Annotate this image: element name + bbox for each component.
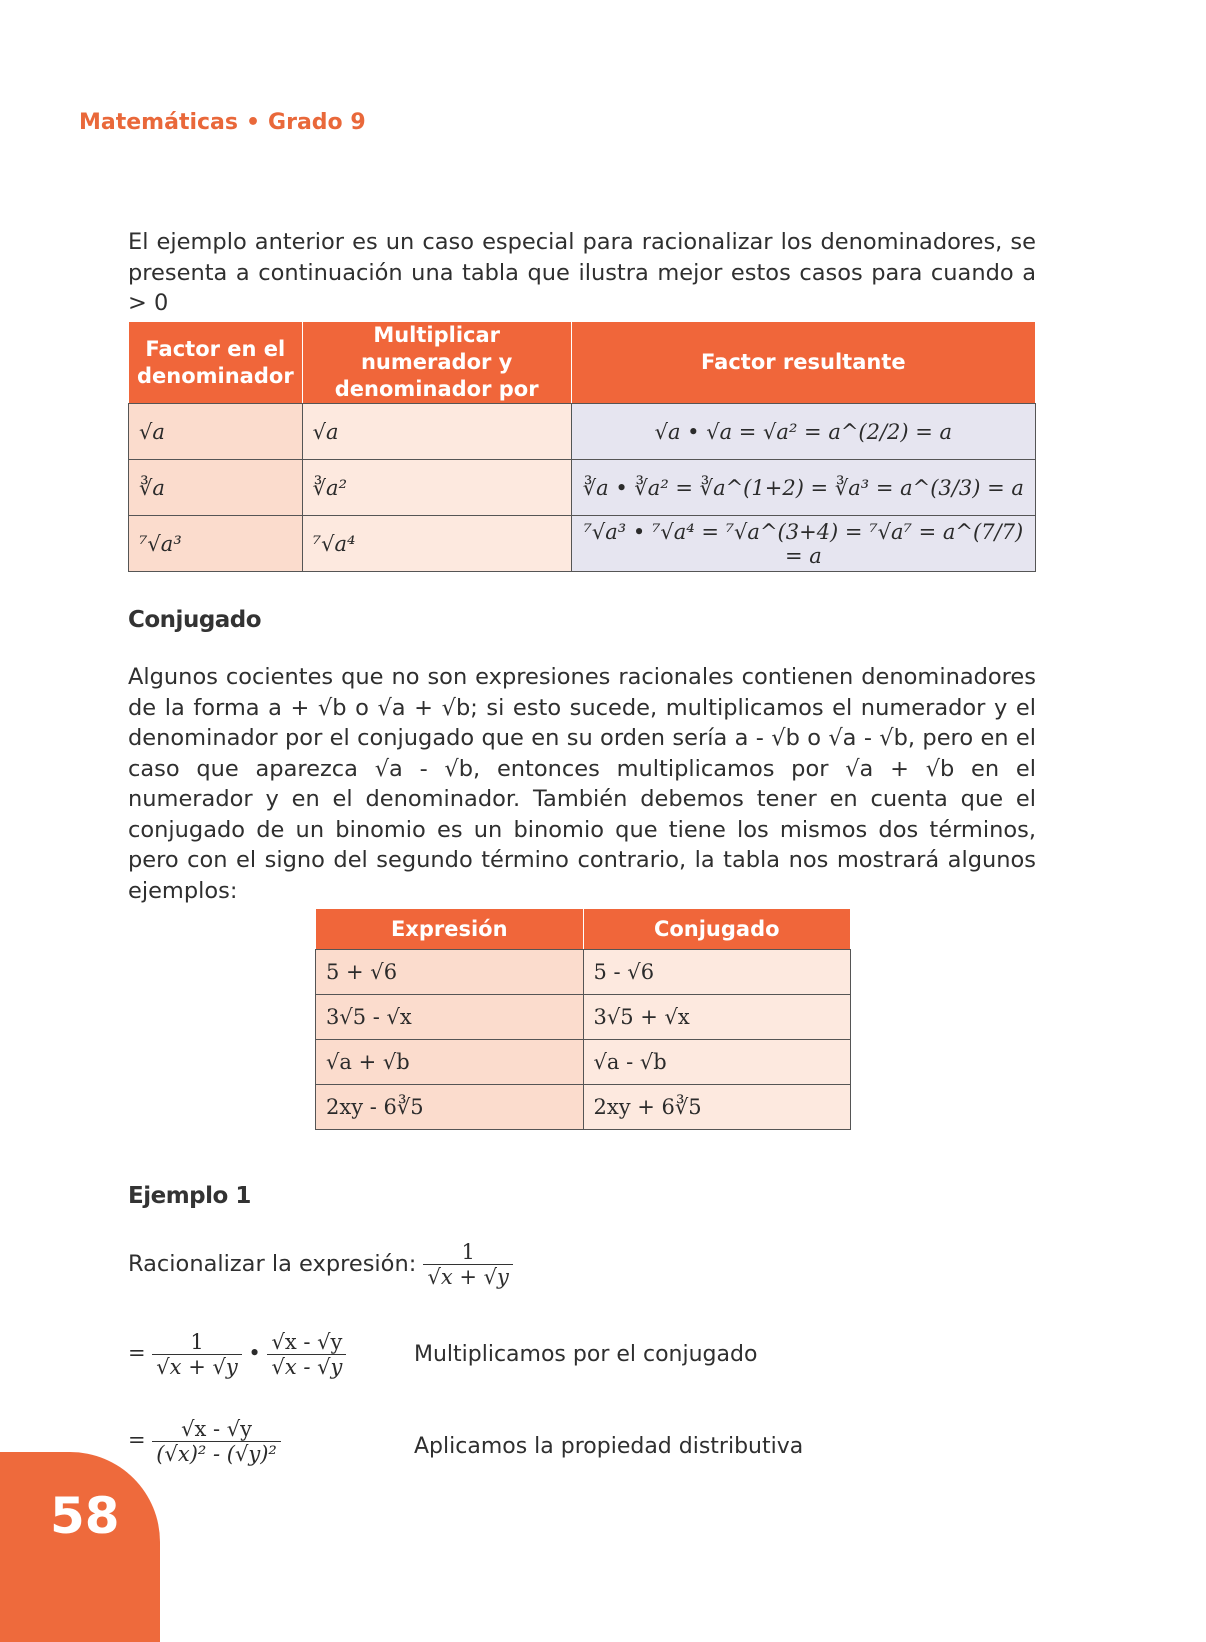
step-1 — [128, 1330, 346, 1379]
column-header: Factor resultante — [571, 322, 1035, 404]
step1-note: Multiplicamos por el conjugado — [414, 1342, 758, 1367]
table-cell: √a — [302, 404, 571, 460]
table-row — [316, 950, 851, 995]
step1-fraction-b — [267, 1330, 346, 1379]
equals-sign: = — [128, 1428, 146, 1452]
fraction-denominator: √x + √y — [152, 1354, 241, 1379]
table-cell: √a - √b — [583, 1040, 851, 1085]
fraction-numerator: √x - √y — [271, 1330, 343, 1354]
prompt-text: Racionalizar la expresión: — [128, 1251, 417, 1277]
table-row — [129, 516, 1036, 572]
prompt-fraction — [423, 1240, 512, 1289]
column-header: Expresión — [316, 909, 584, 950]
table-cell: 5 - √6 — [583, 950, 851, 995]
header-bullet: • — [245, 110, 261, 135]
step2-note: Aplicamos la propiedad distributiva — [414, 1434, 804, 1459]
table-cell: ⁷√a³ — [129, 516, 303, 572]
page-number: 58 — [50, 1487, 120, 1545]
fraction-numerator: √x - √y — [181, 1417, 253, 1441]
table-cell: ∛a — [129, 460, 303, 516]
page-number-badge — [0, 1452, 160, 1642]
table-row — [129, 404, 1036, 460]
fraction-denominator: √x - √y — [267, 1354, 346, 1379]
table-cell: 3√5 - √x — [316, 995, 584, 1040]
table-cell: 2xy + 6∛5 — [583, 1085, 851, 1130]
intro-paragraph — [128, 227, 1036, 319]
intro-text: El ejemplo anterior es un caso especial para racionalizar los denominadores, se presenta a continuación una tabla que ilustra mejor estos casos para cuando a > 0 — [128, 229, 1036, 316]
equals-sign: = — [128, 1341, 146, 1365]
column-header: Factor en el denominador — [129, 322, 303, 404]
section-title-conjugado: Conjugado — [128, 607, 262, 633]
multiply-dot: • — [248, 1341, 261, 1365]
step2-fraction — [152, 1417, 281, 1466]
running-header — [79, 110, 366, 135]
table-cell: √a • √a = √a² = a^(2/2) = a — [571, 404, 1035, 460]
table-cell: √a + √b — [316, 1040, 584, 1085]
rationalization-table — [128, 321, 1036, 572]
column-header: Multiplicar numerador y denominador por — [302, 322, 571, 404]
section-title-example: Ejemplo 1 — [128, 1183, 251, 1209]
table-cell: √a — [129, 404, 303, 460]
conjugado-paragraph — [128, 662, 1036, 906]
table-row — [129, 460, 1036, 516]
grade-label: Grado 9 — [268, 110, 366, 135]
table-row — [316, 1085, 851, 1130]
table-cell: 3√5 + √x — [583, 995, 851, 1040]
step-2 — [128, 1417, 281, 1466]
table-cell: ∛a² — [302, 460, 571, 516]
table-header-row — [316, 909, 851, 950]
table-row — [316, 995, 851, 1040]
step1-fraction-a — [152, 1330, 241, 1379]
subject-label: Matemáticas — [79, 110, 238, 135]
fraction-denominator: √x + √y — [423, 1264, 512, 1289]
table-cell: ⁷√a⁴ — [302, 516, 571, 572]
fraction-numerator: 1 — [190, 1330, 204, 1354]
fraction-denominator: (√x)² - (√y)² — [152, 1441, 281, 1466]
conjugate-table — [315, 908, 851, 1130]
column-header: Conjugado — [583, 909, 851, 950]
conjugado-text: Algunos cocientes que no son expresiones racionales contienen denominadores de la forma a + √b o √a + √b; si esto sucede, multiplicamos el numerador y el denominador por el conjugado que en su orden sería a - √b o √a - √b, pero en el caso que aparezca √a - √b, entonces multiplicamos por √a + √b en el numerador y en el denominador. También debemos tener en cuenta que el conjugado de un binomio es un binomio que tiene los mismos dos términos, pero con el signo del segundo término contrario, la tabla nos mostrará algunos ejemplos: — [128, 664, 1036, 904]
table-cell: ⁷√a³ • ⁷√a⁴ = ⁷√a^(3+4) = ⁷√a⁷ = a^(7/7) = a — [571, 516, 1035, 572]
table-cell: 5 + √6 — [316, 950, 584, 995]
table-header-row — [129, 322, 1036, 404]
table-cell: ∛a • ∛a² = ∛a^(1+2) = ∛a³ = a^(3/3) = a — [571, 460, 1035, 516]
table-row — [316, 1040, 851, 1085]
fraction-numerator: 1 — [461, 1240, 475, 1264]
table-cell: 2xy - 6∛5 — [316, 1085, 584, 1130]
example-prompt — [128, 1240, 513, 1289]
